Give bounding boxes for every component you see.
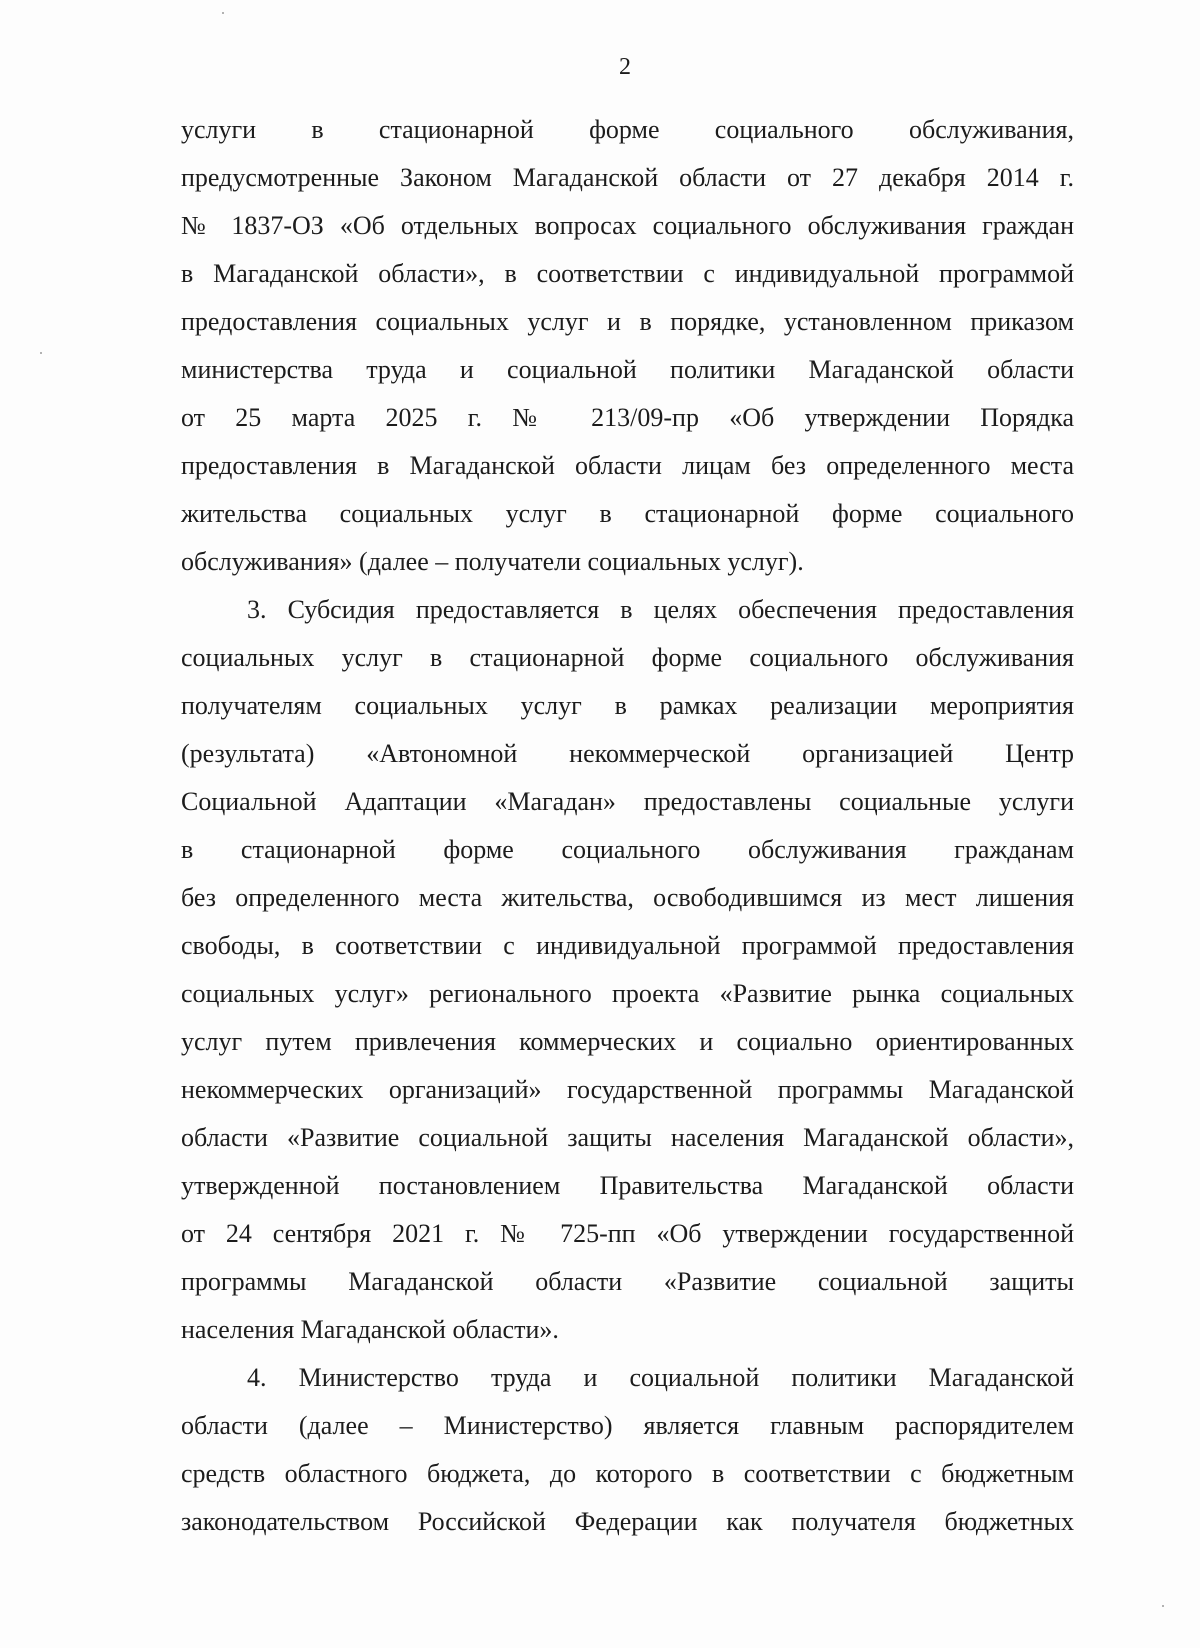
text-line: получателям социальных услуг в рамках реализации мероприятия: [181, 691, 1074, 720]
scan-artifact: [40, 352, 42, 354]
text-line: социальных услуг» регионального проекта «Развитие рынка социальных: [181, 979, 1074, 1008]
text-line: населения Магаданской области».: [181, 1315, 559, 1344]
text-line: обслуживания» (далее – получатели социальных услуг).: [181, 547, 804, 576]
text-line: свободы, в соответствии с индивидуальной программой предоставления: [181, 931, 1074, 960]
text-line: социальных услуг в стационарной форме социального обслуживания: [181, 643, 1074, 672]
text-line: предоставления в Магаданской области лицам без определенного места: [181, 451, 1074, 480]
text-line: от 25 марта 2025 г. № 213/09-пр «Об утверждении Порядка: [181, 403, 1074, 432]
text-line: 4. Министерство труда и социальной политики Магаданской: [247, 1363, 1074, 1392]
text-line: законодательством Российской Федерации как получателя бюджетных: [181, 1507, 1074, 1536]
text-line: средств областного бюджета, до которого в соответствии с бюджетным: [181, 1459, 1074, 1488]
scan-artifact: [1162, 1605, 1164, 1607]
text-line: от 24 сентября 2021 г. № 725-пп «Об утверждении государственной: [181, 1219, 1074, 1248]
text-line: программы Магаданской области «Развитие социальной защиты: [181, 1267, 1074, 1296]
text-line: услуги в стационарной форме социального обслуживания,: [181, 115, 1074, 144]
text-line: № 1837-ОЗ «Об отдельных вопросах социального обслуживания граждан: [181, 211, 1074, 240]
text-line: услуг путем привлечения коммерческих и социально ориентированных: [181, 1027, 1074, 1056]
text-line: министерства труда и социальной политики Магаданской области: [181, 355, 1074, 384]
paragraph-4: [181, 1354, 1074, 1546]
text-line: предоставления социальных услуг и в порядке, установленном приказом: [181, 307, 1074, 336]
text-line: Социальной Адаптации «Магадан» предоставлены социальные услуги: [181, 787, 1074, 816]
paragraph-2-continuation: [181, 106, 1074, 586]
text-line: в Магаданской области», в соответствии с индивидуальной программой: [181, 259, 1074, 288]
text-line: некоммерческих организаций» государственной программы Магаданской: [181, 1075, 1074, 1104]
text-line: области (далее – Министерство) является главным распорядителем: [181, 1411, 1074, 1440]
text-line: 3. Субсидия предоставляется в целях обеспечения предоставления: [247, 595, 1074, 624]
paragraph-3: [181, 586, 1074, 1354]
text-line: предусмотренные Законом Магаданской области от 27 декабря 2014 г.: [181, 163, 1074, 192]
text-line: в стационарной форме социального обслуживания гражданам: [181, 835, 1074, 864]
text-line: без определенного места жительства, освободившимся из мест лишения: [181, 883, 1074, 912]
scan-artifact: [222, 12, 224, 14]
text-line: (результата) «Автономной некоммерческой организацией Центр: [181, 739, 1074, 768]
text-line: области «Развитие социальной защиты населения Магаданской области»,: [181, 1123, 1074, 1152]
text-line: утвержденной постановлением Правительства Магаданской области: [181, 1171, 1074, 1200]
text-line: жительства социальных услуг в стационарной форме социального: [181, 499, 1074, 528]
page-number: 2: [619, 54, 631, 80]
document-body: [181, 106, 1074, 1546]
